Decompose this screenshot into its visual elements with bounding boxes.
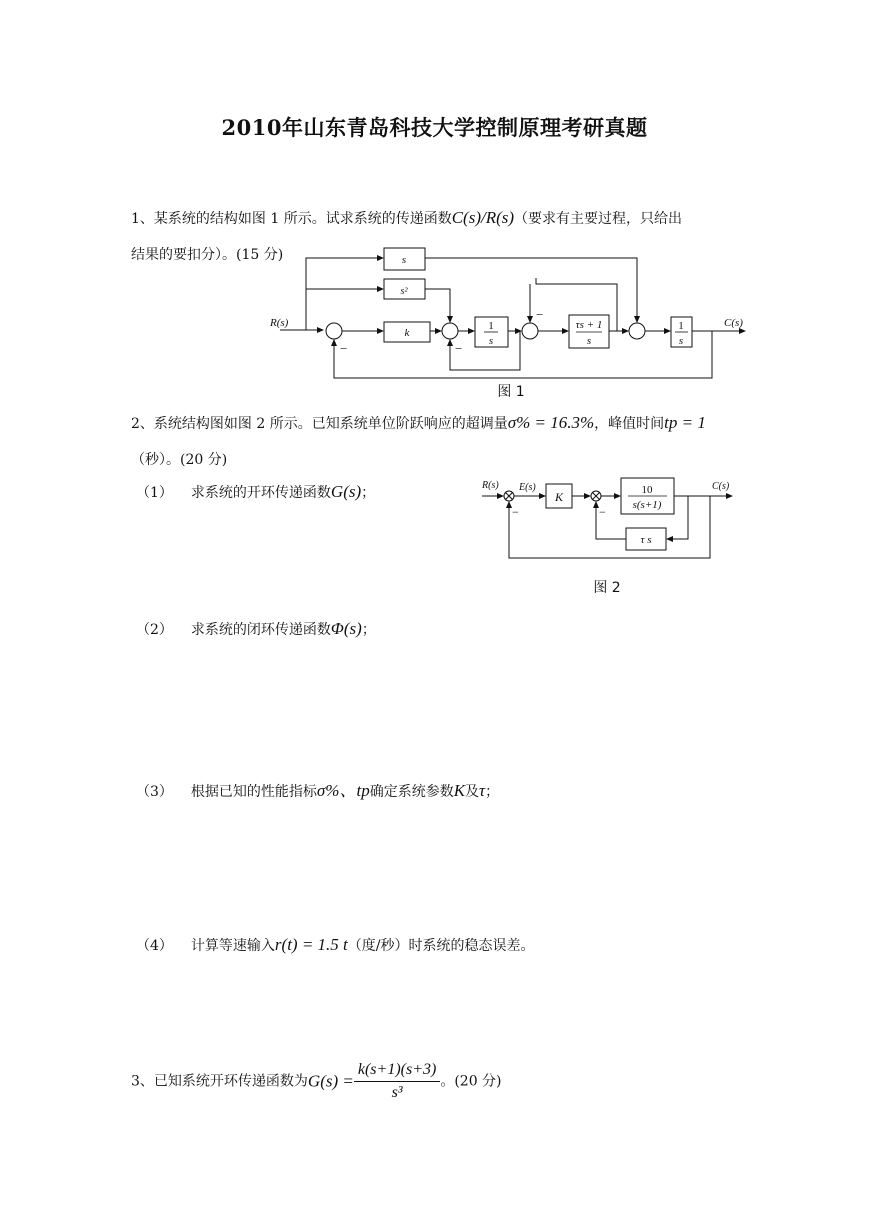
- f1-sum-2: [442, 323, 458, 339]
- q2-text-a: 2、系统结构图如图 2 所示。已知系统单位阶跃响应的超调量: [131, 416, 508, 432]
- q3-text-a: 3、已知系统开环传递函数为: [131, 1073, 308, 1090]
- q3-fraction: [354, 1060, 440, 1103]
- figure-1-caption: 图 1: [497, 384, 525, 400]
- q3-denominator: s³: [391, 1084, 403, 1101]
- f2-error-label: E(s): [519, 482, 536, 493]
- q2-part-2: [136, 619, 376, 639]
- f1-tau-den: s: [586, 335, 592, 347]
- f1-sum-1: [326, 323, 342, 339]
- f1-sum-3: [522, 323, 538, 339]
- q2-part-3: [136, 776, 499, 801]
- f1-int1-den: s: [488, 335, 494, 347]
- f2-output-label: C(s): [712, 481, 730, 492]
- q3-lhs: G(s) =: [307, 1071, 354, 1091]
- q1-formula: C(s)/R(s): [451, 208, 515, 227]
- f2-feedback-label: τ s: [640, 534, 652, 546]
- q2-part-2-text: 求系统的闭环传递函数: [190, 622, 331, 638]
- q2-part-1-tail: ；: [361, 485, 376, 501]
- figure-2-block-diagram: [470, 470, 740, 600]
- q1-text-b: （要求有主要过程，只给出: [514, 211, 683, 227]
- f1-int2-den: s: [678, 335, 684, 347]
- f1-tau-num: τs + 1: [575, 319, 603, 331]
- f1-minus-3: −: [536, 307, 544, 322]
- f1-int1-num: 1: [488, 320, 494, 332]
- q1-text-a: 1、某系统的结构如图 1 所示。试求系统的传递函数: [131, 211, 452, 227]
- q3-text-b: 。(20 分): [440, 1073, 502, 1090]
- q2-part-4-num: （4）: [136, 938, 173, 954]
- q2-part-3-text3: 及: [465, 784, 480, 800]
- q2-overshoot: σ% = 16.3%: [507, 413, 595, 432]
- page-title: 2010年山东青岛科技大学控制原理考研真题: [221, 115, 648, 140]
- f1-block-s-label: s: [401, 254, 407, 266]
- q2-part-1-formula: G(s): [330, 482, 362, 501]
- f2-gain-label: K: [554, 490, 564, 504]
- figure-1-block-diagram: [0, 240, 869, 405]
- q2-part-2-formula: Φ(s): [330, 619, 362, 638]
- q3-numerator: k(s+1)(s+3): [354, 1060, 440, 1082]
- q2-text-b: ，峰值时间: [594, 416, 665, 432]
- q2-part-3-tail: ；: [485, 784, 500, 800]
- f2-minus-1: −: [512, 505, 519, 519]
- f1-block-s2-label: s²: [400, 286, 408, 297]
- q2-part-2-tail: ；: [361, 622, 376, 638]
- f2-plant-den: s(s+1): [632, 499, 662, 511]
- q2-part-4-formula: r(t) = 1.5 t: [274, 935, 348, 954]
- figure-2-caption: 图 2: [593, 580, 621, 596]
- f1-outer-feedback: [334, 331, 712, 378]
- q2-part-3-text: 根据已知的性能指标: [190, 784, 317, 800]
- q2-part-1-text: 求系统的开环传递函数: [190, 485, 331, 501]
- q2-part-3-num: （3）: [136, 784, 173, 800]
- f2-minus-2: −: [599, 505, 606, 519]
- q2-part-3-formula2: K: [453, 781, 466, 800]
- question-3-line-1: [131, 1060, 502, 1103]
- question-1-line-1: [131, 208, 682, 228]
- q2-part-2-num: （2）: [136, 622, 173, 638]
- f1-minus-2: −: [455, 341, 463, 356]
- q1-text-c: 结果的要扣分）。(15 分): [131, 247, 284, 263]
- q2-part-3-text2: 确定系统参数: [369, 784, 454, 800]
- q2-part-4-text: 计算等速输入: [190, 938, 275, 954]
- f2-input-label: R(s): [482, 480, 499, 491]
- f1-block-k-label: k: [404, 327, 410, 339]
- q2-part-4-tail: （度/秒）时系统的稳态误差。: [347, 938, 535, 954]
- f1-input-label: R(s): [270, 317, 289, 329]
- q2-part-4: [136, 935, 535, 955]
- q2-peak-time: tp = 1: [664, 413, 706, 432]
- f2-plant-num: 10: [641, 484, 653, 496]
- q2-part-3-formula3: τ: [479, 781, 486, 800]
- f1-output-label: C(s): [724, 317, 743, 329]
- q2-part-1: [136, 482, 375, 502]
- q2-part-3-formula: σ%、tp: [316, 781, 370, 800]
- q2-part-1-num: （1）: [136, 485, 173, 501]
- f1-minus-1: −: [340, 341, 348, 356]
- f1-int2-num: 1: [678, 320, 684, 332]
- question-2-line-1: [131, 413, 706, 433]
- f1-sum-4: [629, 323, 645, 339]
- q2-text-c: （秒）。(20 分): [131, 452, 228, 468]
